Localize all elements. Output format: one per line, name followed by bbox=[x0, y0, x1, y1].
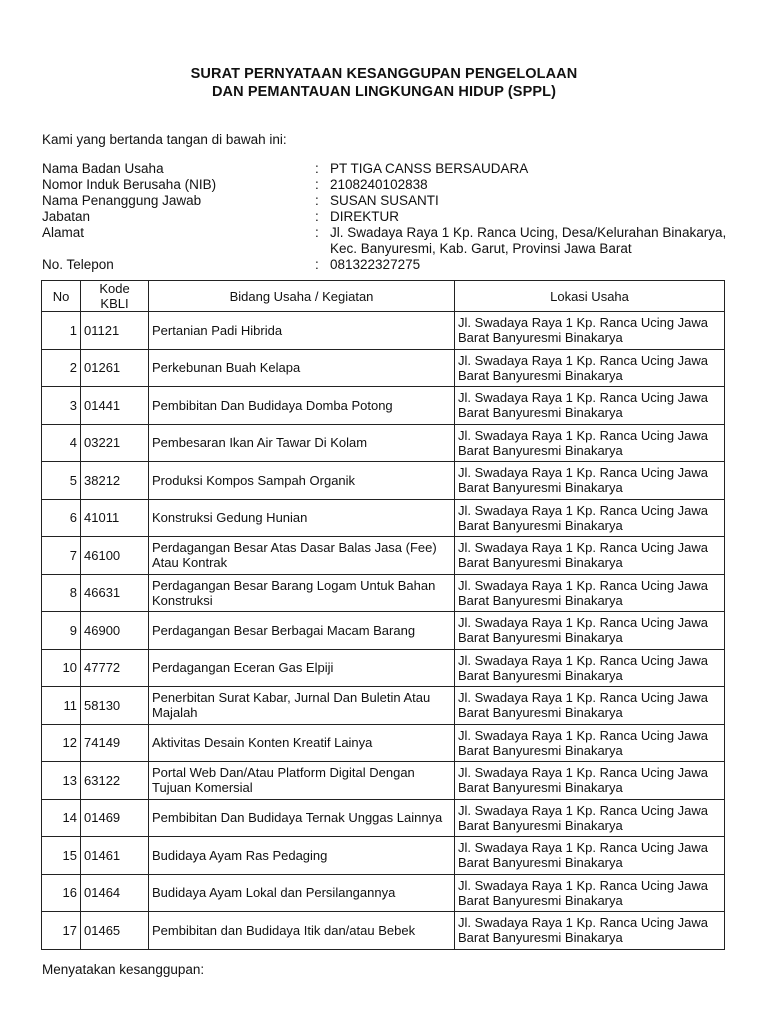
cell-bidang: Perdagangan Besar Atas Dasar Balas Jasa (Fee) Atau Kontrak bbox=[149, 537, 455, 575]
cell-no: 4 bbox=[42, 424, 81, 462]
table-row bbox=[42, 912, 725, 950]
info-colon: : bbox=[315, 177, 319, 192]
cell-lokasi: Jl. Swadaya Raya 1 Kp. Ranca Ucing Jawa Barat Banyuresmi Binakarya bbox=[455, 537, 725, 575]
cell-lokasi: Jl. Swadaya Raya 1 Kp. Ranca Ucing Jawa Barat Banyuresmi Binakarya bbox=[455, 462, 725, 500]
info-colon: : bbox=[315, 225, 319, 240]
info-row-responsible-person bbox=[42, 193, 742, 209]
table-row bbox=[42, 424, 725, 462]
table-row bbox=[42, 612, 725, 650]
info-value: PT TIGA CANSS BERSAUDARA bbox=[330, 161, 529, 176]
intro-text: Kami yang bertanda tangan di bawah ini: bbox=[42, 132, 287, 147]
cell-no: 10 bbox=[42, 649, 81, 687]
cell-no: 11 bbox=[42, 687, 81, 725]
cell-bidang: Budidaya Ayam Lokal dan Persilangannya bbox=[149, 874, 455, 912]
cell-kode: 63122 bbox=[81, 762, 149, 800]
info-value: DIREKTUR bbox=[330, 209, 400, 224]
info-label: Nomor Induk Berusaha (NIB) bbox=[42, 177, 217, 192]
info-value: Jl. Swadaya Raya 1 Kp. Ranca Ucing, Desa/Kelurahan Binakarya, Kec. Banyuresmi, Kab. Garut, Provinsi Jawa Barat bbox=[330, 225, 727, 256]
info-label: No. Telepon bbox=[42, 257, 114, 272]
cell-no: 2 bbox=[42, 349, 81, 387]
cell-no: 13 bbox=[42, 762, 81, 800]
table-row bbox=[42, 462, 725, 500]
cell-kode: 01441 bbox=[81, 387, 149, 425]
table-row bbox=[42, 687, 725, 725]
cell-kode: 47772 bbox=[81, 649, 149, 687]
cell-no: 16 bbox=[42, 874, 81, 912]
cell-lokasi: Jl. Swadaya Raya 1 Kp. Ranca Ucing Jawa Barat Banyuresmi Binakarya bbox=[455, 574, 725, 612]
header-kode-kbli: Kode KBLI bbox=[81, 281, 149, 312]
table-row bbox=[42, 762, 725, 800]
cell-no: 15 bbox=[42, 837, 81, 875]
info-row-company-name bbox=[42, 161, 742, 177]
cell-no: 17 bbox=[42, 912, 81, 950]
cell-bidang: Penerbitan Surat Kabar, Jurnal Dan Buletin Atau Majalah bbox=[149, 687, 455, 725]
cell-kode: 58130 bbox=[81, 687, 149, 725]
info-row-phone bbox=[42, 257, 742, 273]
table-row bbox=[42, 499, 725, 537]
info-row-nib bbox=[42, 177, 742, 193]
cell-no: 3 bbox=[42, 387, 81, 425]
cell-no: 14 bbox=[42, 799, 81, 837]
cell-bidang: Perdagangan Besar Berbagai Macam Barang bbox=[149, 612, 455, 650]
cell-no: 6 bbox=[42, 499, 81, 537]
cell-no: 7 bbox=[42, 537, 81, 575]
table-row bbox=[42, 724, 725, 762]
info-row-position bbox=[42, 209, 742, 225]
cell-lokasi: Jl. Swadaya Raya 1 Kp. Ranca Ucing Jawa Barat Banyuresmi Binakarya bbox=[455, 874, 725, 912]
table-row bbox=[42, 312, 725, 350]
cell-lokasi: Jl. Swadaya Raya 1 Kp. Ranca Ucing Jawa Barat Banyuresmi Binakarya bbox=[455, 724, 725, 762]
table-header-row bbox=[42, 281, 725, 312]
document-title-line-1: SURAT PERNYATAAN KESANGGUPAN PENGELOLAAN bbox=[190, 66, 578, 82]
cell-bidang: Portal Web Dan/Atau Platform Digital Dengan Tujuan Komersial bbox=[149, 762, 455, 800]
cell-kode: 01461 bbox=[81, 837, 149, 875]
header-no: No bbox=[42, 281, 81, 312]
table-row bbox=[42, 574, 725, 612]
cell-lokasi: Jl. Swadaya Raya 1 Kp. Ranca Ucing Jawa Barat Banyuresmi Binakarya bbox=[455, 799, 725, 837]
info-colon: : bbox=[315, 257, 319, 272]
table-row bbox=[42, 874, 725, 912]
cell-lokasi: Jl. Swadaya Raya 1 Kp. Ranca Ucing Jawa Barat Banyuresmi Binakarya bbox=[455, 837, 725, 875]
cell-bidang: Perdagangan Eceran Gas Elpiji bbox=[149, 649, 455, 687]
info-row-address bbox=[42, 225, 742, 257]
table-row bbox=[42, 349, 725, 387]
footer-text: Menyatakan kesanggupan: bbox=[42, 962, 205, 977]
cell-bidang: Pembesaran Ikan Air Tawar Di Kolam bbox=[149, 424, 455, 462]
header-lokasi-usaha: Lokasi Usaha bbox=[455, 281, 725, 312]
table-row bbox=[42, 387, 725, 425]
cell-bidang: Perkebunan Buah Kelapa bbox=[149, 349, 455, 387]
info-colon: : bbox=[315, 209, 319, 224]
cell-lokasi: Jl. Swadaya Raya 1 Kp. Ranca Ucing Jawa Barat Banyuresmi Binakarya bbox=[455, 387, 725, 425]
cell-kode: 46100 bbox=[81, 537, 149, 575]
cell-bidang: Aktivitas Desain Konten Kreatif Lainya bbox=[149, 724, 455, 762]
info-label: Jabatan bbox=[42, 209, 91, 224]
info-value: 2108240102838 bbox=[330, 177, 428, 192]
header-bidang-usaha: Bidang Usaha / Kegiatan bbox=[149, 281, 455, 312]
cell-no: 12 bbox=[42, 724, 81, 762]
cell-kode: 38212 bbox=[81, 462, 149, 500]
info-colon: : bbox=[315, 161, 319, 176]
info-colon: : bbox=[315, 193, 319, 208]
info-value: SUSAN SUSANTI bbox=[330, 193, 439, 208]
cell-bidang: Produksi Kompos Sampah Organik bbox=[149, 462, 455, 500]
cell-no: 8 bbox=[42, 574, 81, 612]
cell-kode: 74149 bbox=[81, 724, 149, 762]
cell-kode: 01464 bbox=[81, 874, 149, 912]
cell-bidang: Perdagangan Besar Barang Logam Untuk Bahan Konstruksi bbox=[149, 574, 455, 612]
cell-bidang: Pembibitan Dan Budidaya Ternak Unggas Lainnya bbox=[149, 799, 455, 837]
cell-no: 1 bbox=[42, 312, 81, 350]
cell-kode: 46631 bbox=[81, 574, 149, 612]
document-title-line-2: DAN PEMANTAUAN LINGKUNGAN HIDUP (SPPL) bbox=[211, 84, 556, 100]
cell-bidang: Pertanian Padi Hibrida bbox=[149, 312, 455, 350]
business-activity-table bbox=[41, 280, 725, 950]
cell-bidang: Pembibitan dan Budidaya Itik dan/atau Bebek bbox=[149, 912, 455, 950]
company-info bbox=[42, 161, 742, 273]
cell-bidang: Konstruksi Gedung Hunian bbox=[149, 499, 455, 537]
cell-lokasi: Jl. Swadaya Raya 1 Kp. Ranca Ucing Jawa Barat Banyuresmi Binakarya bbox=[455, 912, 725, 950]
cell-lokasi: Jl. Swadaya Raya 1 Kp. Ranca Ucing Jawa Barat Banyuresmi Binakarya bbox=[455, 687, 725, 725]
cell-lokasi: Jl. Swadaya Raya 1 Kp. Ranca Ucing Jawa Barat Banyuresmi Binakarya bbox=[455, 499, 725, 537]
cell-kode: 41011 bbox=[81, 499, 149, 537]
cell-lokasi: Jl. Swadaya Raya 1 Kp. Ranca Ucing Jawa Barat Banyuresmi Binakarya bbox=[455, 649, 725, 687]
info-label: Nama Penanggung Jawab bbox=[42, 193, 202, 208]
table-row bbox=[42, 837, 725, 875]
cell-kode: 46900 bbox=[81, 612, 149, 650]
info-label: Alamat bbox=[42, 225, 85, 240]
cell-kode: 01465 bbox=[81, 912, 149, 950]
cell-kode: 03221 bbox=[81, 424, 149, 462]
table-row bbox=[42, 649, 725, 687]
cell-bidang: Budidaya Ayam Ras Pedaging bbox=[149, 837, 455, 875]
cell-lokasi: Jl. Swadaya Raya 1 Kp. Ranca Ucing Jawa Barat Banyuresmi Binakarya bbox=[455, 612, 725, 650]
cell-no: 9 bbox=[42, 612, 81, 650]
info-value: 081322327275 bbox=[330, 257, 421, 272]
cell-bidang: Pembibitan Dan Budidaya Domba Potong bbox=[149, 387, 455, 425]
table-row bbox=[42, 799, 725, 837]
info-label: Nama Badan Usaha bbox=[42, 161, 164, 176]
cell-kode: 01261 bbox=[81, 349, 149, 387]
cell-lokasi: Jl. Swadaya Raya 1 Kp. Ranca Ucing Jawa Barat Banyuresmi Binakarya bbox=[455, 424, 725, 462]
table-row bbox=[42, 537, 725, 575]
cell-kode: 01469 bbox=[81, 799, 149, 837]
cell-lokasi: Jl. Swadaya Raya 1 Kp. Ranca Ucing Jawa Barat Banyuresmi Binakarya bbox=[455, 312, 725, 350]
cell-kode: 01121 bbox=[81, 312, 149, 350]
cell-lokasi: Jl. Swadaya Raya 1 Kp. Ranca Ucing Jawa Barat Banyuresmi Binakarya bbox=[455, 762, 725, 800]
cell-lokasi: Jl. Swadaya Raya 1 Kp. Ranca Ucing Jawa Barat Banyuresmi Binakarya bbox=[455, 349, 725, 387]
cell-no: 5 bbox=[42, 462, 81, 500]
